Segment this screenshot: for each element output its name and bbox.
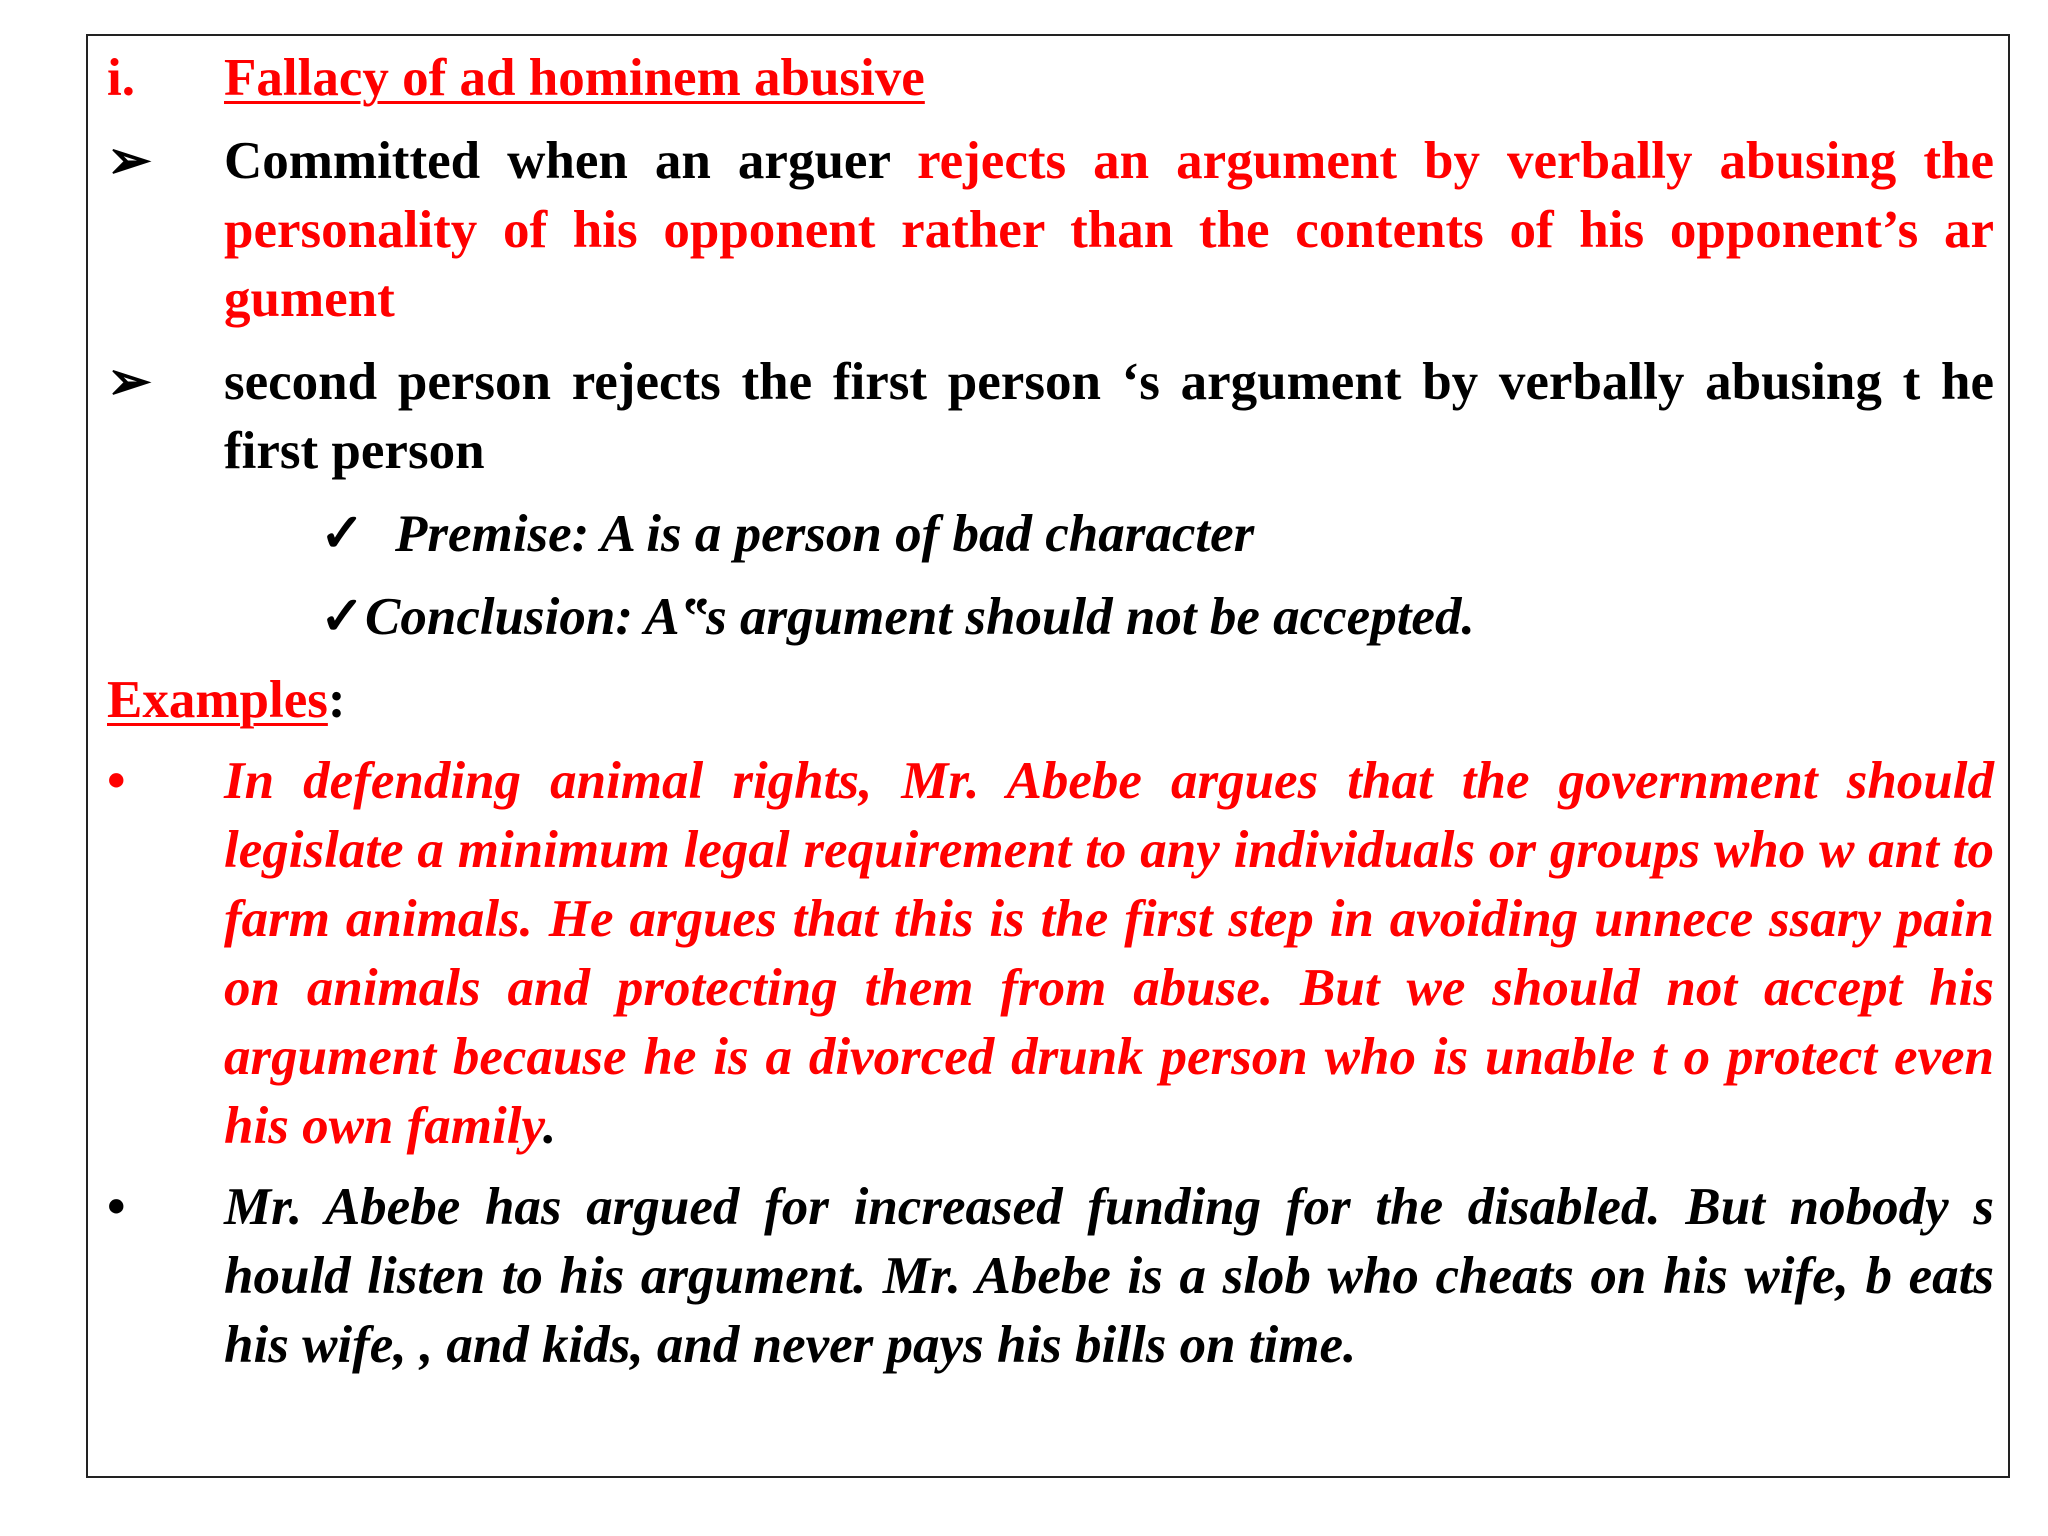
slide-content	[107, 44, 1997, 1380]
examples-colon: :	[327, 671, 346, 729]
heading-title: Fallacy of ad hominem abusive	[224, 49, 925, 107]
checkmark-icon: ✓	[320, 505, 365, 563]
arrow-bullet-icon: ➢	[107, 132, 152, 190]
point-item-2	[107, 348, 1997, 486]
point-1-red-text: rejects an argument by verbally abusing the personality of his opponent rather than the contents of his opponent’s ar gument	[224, 132, 1994, 328]
example-item-2	[107, 1173, 1997, 1380]
heading-row	[107, 44, 1997, 113]
example-item-1	[107, 747, 1997, 1161]
checkmark-icon: ✓	[320, 588, 365, 646]
premise-text: Premise: A is a person of bad character	[395, 505, 1255, 563]
heading-marker: i.	[107, 49, 135, 107]
point-item-1	[107, 127, 1997, 334]
examples-label: Examples	[107, 671, 328, 729]
bullet-dot-icon: •	[107, 1178, 126, 1236]
check-item-premise	[107, 500, 1997, 569]
conclusion-text: Conclusion: A‟s argument should not be accepted.	[365, 588, 1475, 646]
examples-heading	[107, 666, 1997, 735]
point-1-black-text: Committed when an arguer	[224, 132, 918, 190]
example-2-text: Mr. Abebe has argued for increased funding for the disabled. But nobody s hould listen to his argument. Mr. Abebe is a slob who cheats on his wife, b eats his wife, , and kids, and never pays his bills on time.	[224, 1178, 1994, 1374]
arrow-bullet-icon: ➢	[107, 353, 152, 411]
point-2-text: second person rejects the first person ‘s argument by verbally abusing t he first person	[224, 353, 1994, 480]
example-1-text: In defending animal rights, Mr. Abebe argues that the government should legislate a minimum legal requirement to any individuals or groups who w ant to farm animals. He argues that this is the first step in avoiding unnece ssary pain on animals and protecting them from abuse. But we should not accept his argument because he is a divorced drunk person who is unable t o protect even his own family	[224, 752, 1994, 1155]
check-item-conclusion	[107, 583, 1997, 652]
bullet-dot-icon: •	[107, 752, 126, 810]
example-1-period: .	[543, 1097, 557, 1155]
